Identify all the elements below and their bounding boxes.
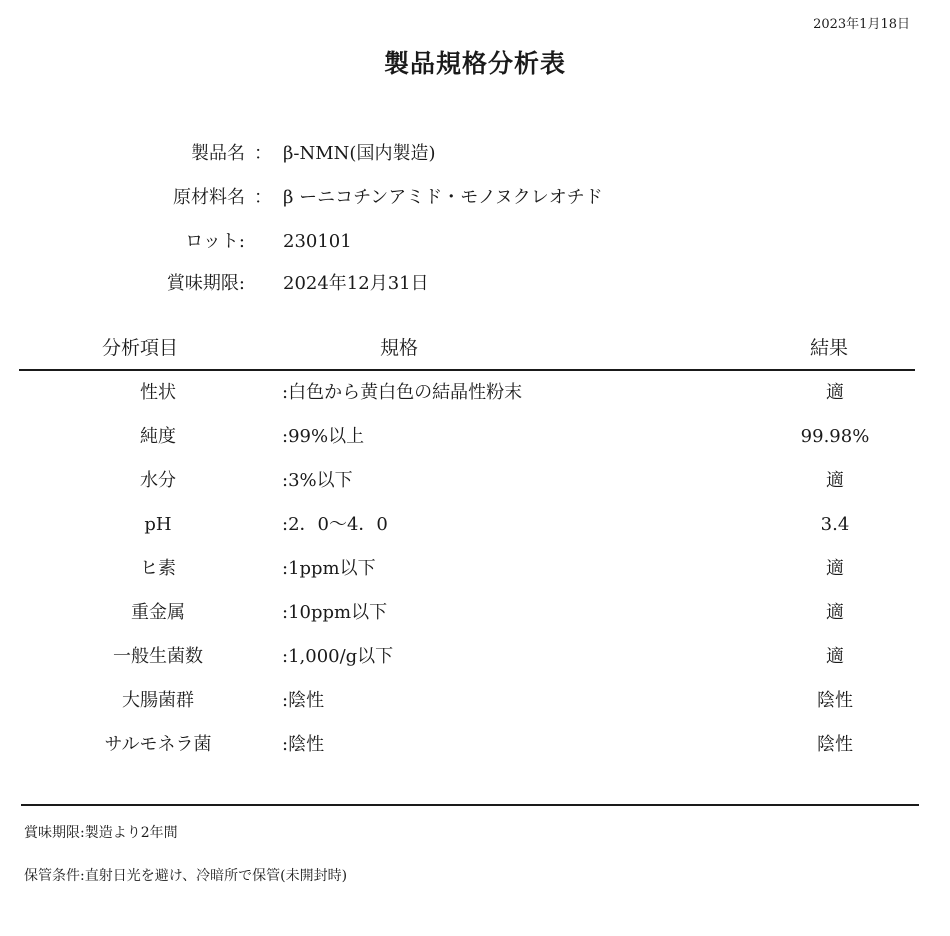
- info-value: β-NMN(国内製造): [283, 143, 436, 164]
- table-row: [0, 378, 950, 408]
- row-result: 適: [826, 382, 844, 403]
- info-label: ロット:: [185, 231, 245, 252]
- row-item: 大腸菌群: [122, 690, 194, 711]
- table-row: [0, 466, 950, 496]
- table-row: [0, 642, 950, 672]
- info-label: 製品名: [191, 143, 245, 164]
- row-spec: :99%以上: [282, 426, 365, 447]
- row-result: 適: [826, 602, 844, 623]
- info-row-best-before: [0, 272, 950, 296]
- row-spec: :3%以下: [282, 470, 353, 491]
- note-shelf-life: 賞味期限:製造より2年間: [24, 825, 178, 841]
- row-item: 一般生菌数: [113, 646, 203, 667]
- info-row-raw-material: [0, 186, 950, 210]
- row-item: サルモネラ菌: [104, 734, 212, 755]
- row-spec: :10ppm以下: [282, 602, 388, 623]
- row-spec: :白色から黄白色の結晶性粉末: [282, 382, 523, 403]
- table-row: [0, 422, 950, 452]
- row-result: 適: [826, 558, 844, 579]
- row-item: 水分: [140, 470, 176, 491]
- row-item: 純度: [140, 426, 176, 447]
- note-storage: 保管条件:直射日光を避け、冷暗所で保管(未開封時): [24, 868, 348, 884]
- info-value: 230101: [283, 231, 352, 252]
- header-spec: 規格: [380, 337, 419, 359]
- info-row-product-name: [0, 142, 950, 166]
- document-date: 2023年1月18日: [813, 17, 910, 32]
- row-item: 重金属: [131, 602, 185, 623]
- footer-divider: [21, 804, 919, 806]
- row-spec: :2．0〜4．0: [282, 514, 388, 535]
- info-colon: ：: [254, 187, 272, 208]
- header-item: 分析項目: [102, 337, 179, 359]
- row-result: 適: [826, 646, 844, 667]
- document-title: 製品規格分析表: [383, 49, 566, 78]
- row-spec: :1ppm以下: [282, 558, 376, 579]
- row-spec: :1,000/g以下: [282, 646, 394, 667]
- row-spec: :陰性: [282, 734, 325, 755]
- table-row: [0, 686, 950, 716]
- row-item: 性状: [140, 382, 176, 403]
- row-result: 3.4: [820, 514, 850, 535]
- row-item: pH: [144, 514, 172, 535]
- header-divider: [19, 369, 915, 371]
- row-result: 陰性: [817, 734, 853, 755]
- table-row: [0, 554, 950, 584]
- header-result: 結果: [810, 337, 849, 359]
- info-label: 原材料名: [173, 187, 245, 208]
- info-label: 賞味期限:: [166, 273, 245, 294]
- info-row-lot: [0, 230, 950, 254]
- row-spec: :陰性: [282, 690, 325, 711]
- info-value: β ーニコチンアミド・モノヌクレオチド: [283, 187, 603, 208]
- table-row: [0, 598, 950, 628]
- info-colon: ：: [254, 143, 272, 164]
- info-value: 2024年12月31日: [283, 273, 429, 294]
- row-result: 適: [826, 470, 844, 491]
- table-row: [0, 730, 950, 760]
- row-item: ヒ素: [140, 558, 176, 579]
- row-result: 99.98%: [800, 426, 870, 447]
- table-row: [0, 510, 950, 540]
- row-result: 陰性: [817, 690, 853, 711]
